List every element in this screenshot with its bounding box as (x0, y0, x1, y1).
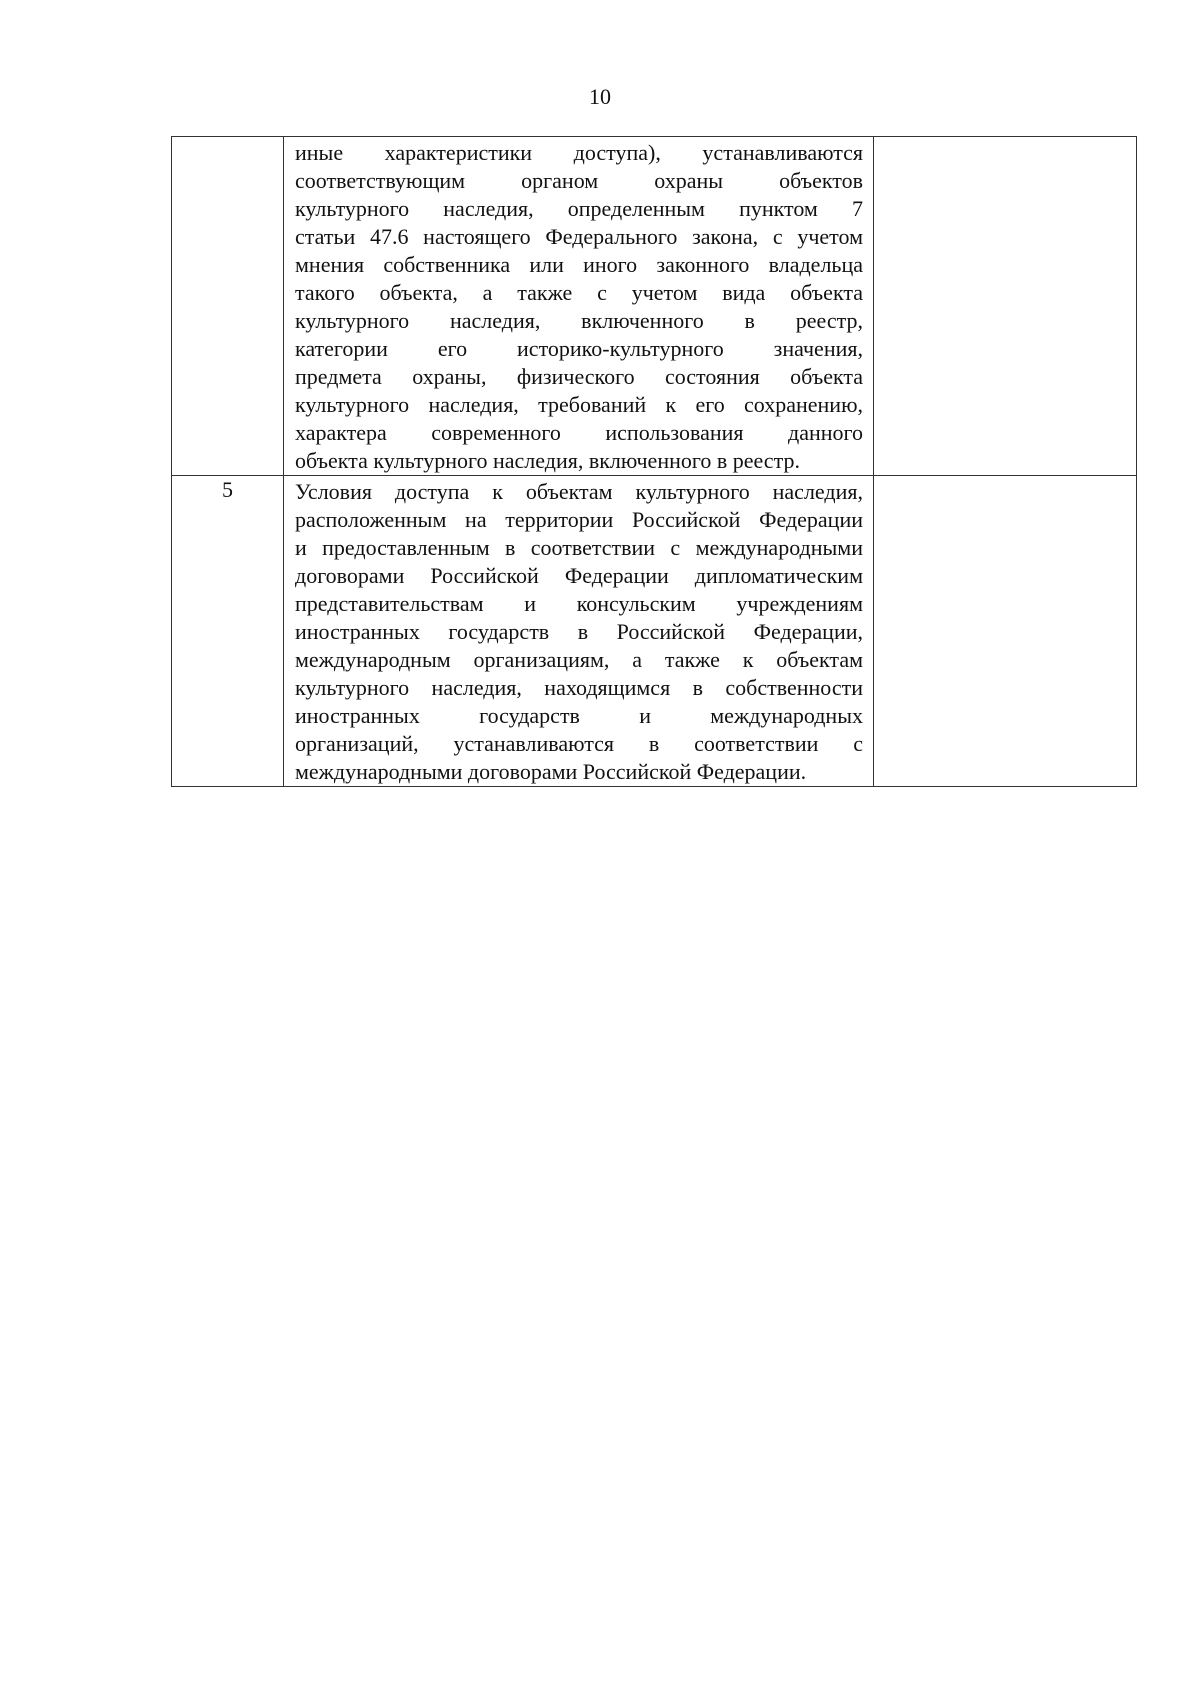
page-number: 10 (589, 84, 611, 109)
text-line: характера современного использования данного (295, 420, 863, 445)
text-line: расположенным на территории Российской Федерации (295, 507, 863, 532)
text-line: такого объекта, а также с учетом вида объекта (295, 280, 863, 305)
text-line: культурного наследия, находящимся в собственности (295, 675, 863, 700)
text-line: культурного наследия, определенным пунктом 7 (295, 196, 863, 221)
table-row (172, 137, 1137, 476)
row-number-cell: 5 (172, 476, 284, 787)
text-line: представительствам и консульским учреждениям (295, 591, 863, 616)
text-line: объекта культурного наследия, включенного в реестр. (295, 448, 800, 473)
text-line: культурного наследия, требований к его сохранению, (295, 392, 863, 417)
row-text-cell (284, 476, 874, 787)
text-line: категории его историко-культурного значения, (295, 336, 863, 361)
document-table (171, 136, 1137, 787)
text-line: иные характеристики доступа), устанавливаются (295, 140, 863, 165)
text-line: международными договорами Российской Федерации. (295, 759, 807, 784)
text-line: иностранных государств и международных (295, 703, 863, 728)
text-line: Условия доступа к объектам культурного наследия, (295, 479, 863, 504)
row-empty-cell (874, 137, 1137, 476)
text-line: культурного наследия, включенного в реестр, (295, 308, 863, 333)
text-line: статьи 47.6 настоящего Федерального закона, с учетом (295, 224, 863, 249)
text-line: соответствующим органом охраны объектов (295, 168, 863, 193)
row-number-cell (172, 137, 284, 476)
text-line: мнения собственника или иного законного владельца (295, 252, 863, 277)
text-line: организаций, устанавливаются в соответствии с (295, 731, 863, 756)
table-row (172, 476, 1137, 787)
row-empty-cell (874, 476, 1137, 787)
text-line: предмета охраны, физического состояния объекта (295, 364, 863, 389)
text-line: иностранных государств в Российской Федерации, (295, 619, 863, 644)
row-text-cell (284, 137, 874, 476)
text-line: международным организациям, а также к объектам (295, 647, 863, 672)
text-line: и предоставленным в соответствии с международными (295, 535, 863, 560)
text-line: договорами Российской Федерации дипломатическим (295, 563, 863, 588)
